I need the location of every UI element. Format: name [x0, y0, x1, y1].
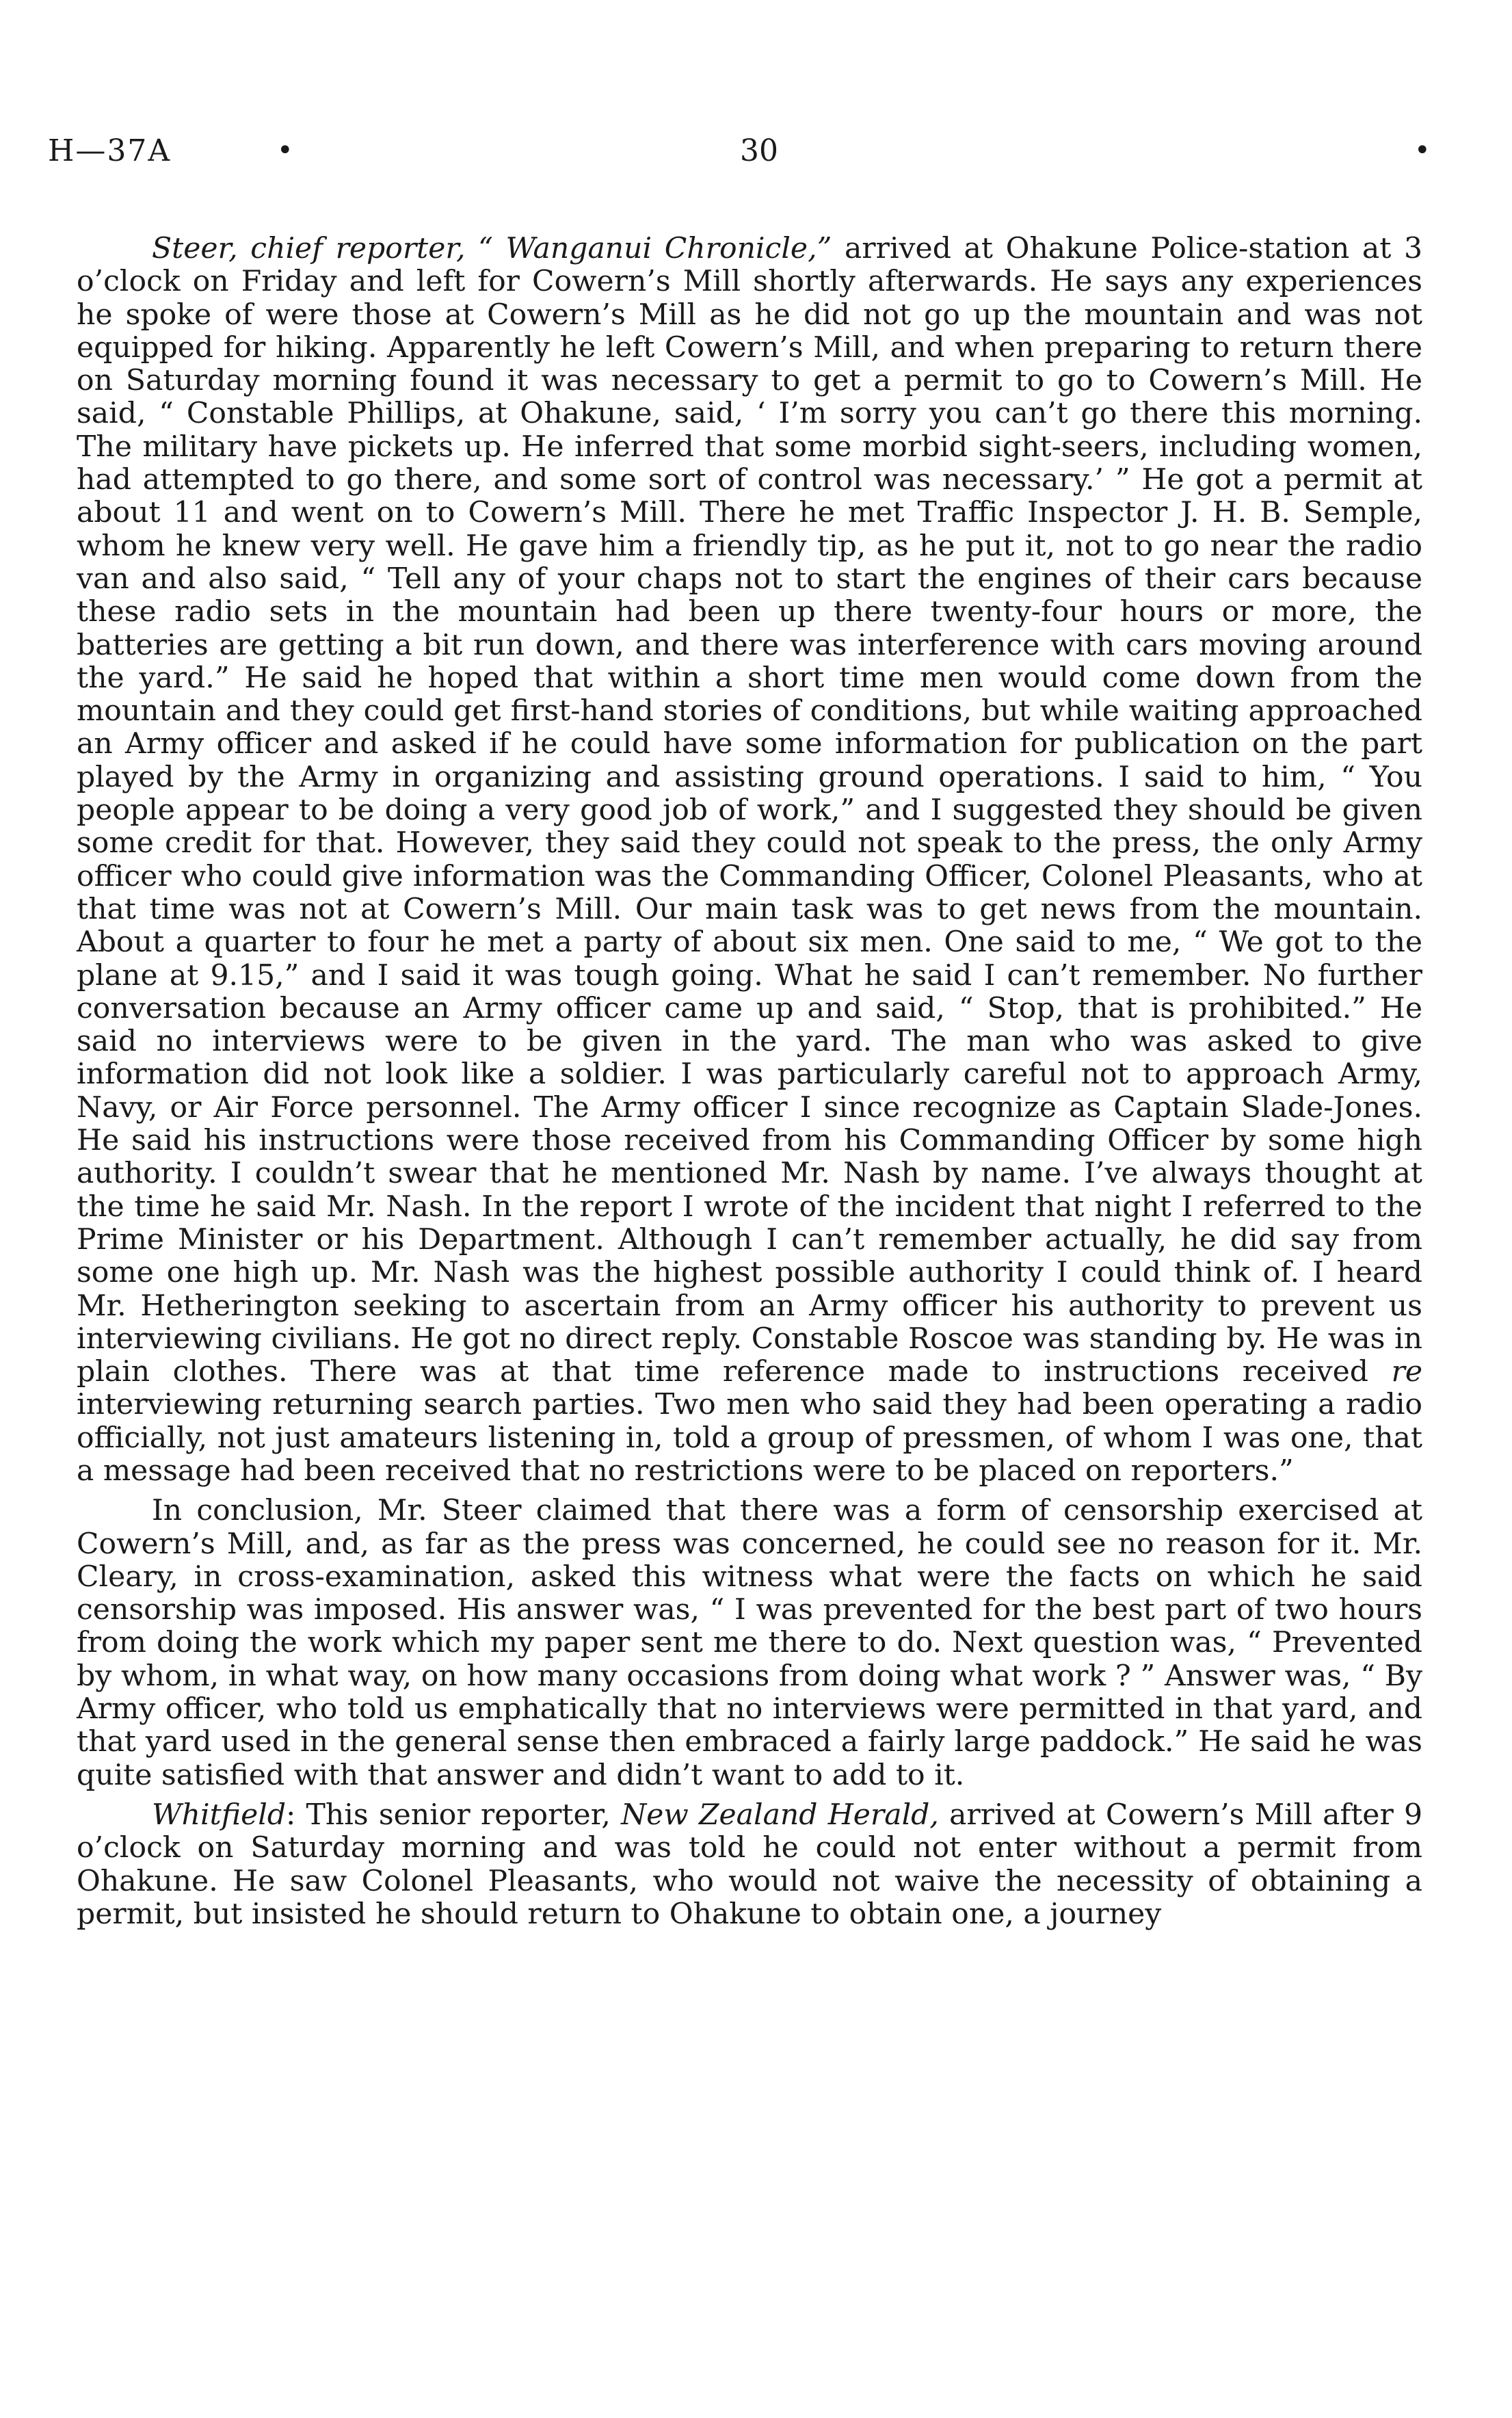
paragraph-steer-testimony	[77, 233, 1422, 1488]
page-number: 30	[740, 133, 778, 168]
paragraph-conclusion	[77, 1495, 1422, 1792]
text-run: arrived at Ohakune Police-station at 3 o’clock on Friday and left for Cowern’s Mill shortly afterwards. He says any experiences he spoke of were those at Cowern’s Mill as he did not go up the mountain and was not equipped for hiking. Apparently he left Cowern’s Mill, and when preparing to return there on Saturday morning found it was necessary to get a permit to go to Cowern’s Mill. He said, “ Constable Phillips, at Ohakune, said, ‘ I’m sorry you can’t go there this morning. The military have pickets up. He inferred that some morbid sight-seers, including women, had attempted to go there, and some sort of control was necessary.’ ” He got a permit at about 11 and went on to Cowern’s Mill. There he met Traffic Inspector J. H. B. Semple, whom he knew very well. He gave him a friendly tip, as he put it, not to go near the radio van and also said, “ Tell any of your chaps not to start the engines of their cars because these radio sets in the mountain had been up there twenty-four hours or more, the batteries are getting a bit run down, and there was interference with cars moving around the yard.” He said he hoped that within a short time men would come down from the mountain and they could get first-hand stories of conditions, but while waiting approached an Army officer and asked if he could have some information for publication on the part played by the Army in organizing and assisting ground operations. I said to him, “ You people appear to be doing a very good job of work,” and I suggested they should be given some credit for that. However, they said they could not speak to the press, the only Army officer who could give information was the Commanding Officer, Colonel Pleasants, who at that time was not at Cowern’s Mill. Our main task was to get news from the mountain. About a quarter to four he met a party of about six men. One said to me, “ We got to the plane at 9.15,” and I said it was tough going. What he said I can’t remember. No further conversation because an Army officer came up and said, “ Stop, that is prohibited.” He said no interviews were to be given in the yard. The man who was asked to give information did not look like a soldier. I was particularly careful not to approach Army, Navy, or Air Force personnel. The Army officer I since recognize as Captain Slade-Jones. He said his instructions were those received from his Commanding Officer by some high authority. I couldn’t swear that he mentioned Mr. Nash by name. I’ve always thought at the time he said Mr. Nash. In the report I wrote of the incident that night I referred to the Prime Minister or his Department. Although I can’t remember actually, he did say from some one high up. Mr. Nash was the highest possible authority I could think of. I heard Mr. Hetherington seeking to ascertain from an Army officer his authority to prevent us interviewing civilians. He got no direct reply. Constable Roscoe was standing by. He was in plain clothes. There was at that time reference made to instructions received	[77, 232, 1422, 1389]
header-bullet-right: •	[1414, 135, 1431, 166]
text-run: Steer, chief reporter, “ Wanganui Chronicle,”	[152, 232, 832, 265]
text-run: re	[1391, 1355, 1422, 1389]
text-run: In conclusion, Mr. Steer claimed that there was a form of censorship exercised at Cowern’s Mill, and, as far as the press was concerned, he could see no reason for it. Mr. Cleary, in cross-examination, asked this witness what were the facts on which he said censorship was imposed. His answer was, “ I was prevented for the best part of two hours from doing the work which my paper sent me there to do. Next question was, “ Prevented by whom, in what way, on how many occasions from doing what work ? ” Answer was, “ By Army officer, who told us emphatically that no interviews were permitted in that yard, and that yard used in the general sense then embraced a fairly large paddock.” He said he was quite satisfied with that answer and didn’t want to add to it.	[77, 1494, 1422, 1792]
text-run: New Zealand Herald,	[621, 1798, 939, 1832]
text-run: : This senior reporter,	[286, 1798, 622, 1832]
document-reference: H—37A	[48, 133, 172, 168]
text-run: Whitfield	[152, 1798, 287, 1832]
header-bullet-left: •	[277, 135, 293, 166]
body-text	[77, 233, 1422, 1931]
text-run: interviewing returning search parties. Two men who said they had been operating a radio officially, not just amateurs listening in, told a group of pressmen, of whom I was one, that a message had been received that no restrictions were to be placed on reporters.”	[77, 1388, 1422, 1488]
paragraph-whitfield	[77, 1799, 1422, 1931]
text-run: arrived at Cowern’s Mill after 9 o’clock on Saturday morning and was told he could not enter without a permit from Ohakune. He saw Colonel Pleasants, who would not waive the necessity of obtaining a permit, but insisted he should return to Ohakune to obtain one, a journey	[77, 1798, 1423, 1931]
page-header	[0, 133, 1512, 188]
